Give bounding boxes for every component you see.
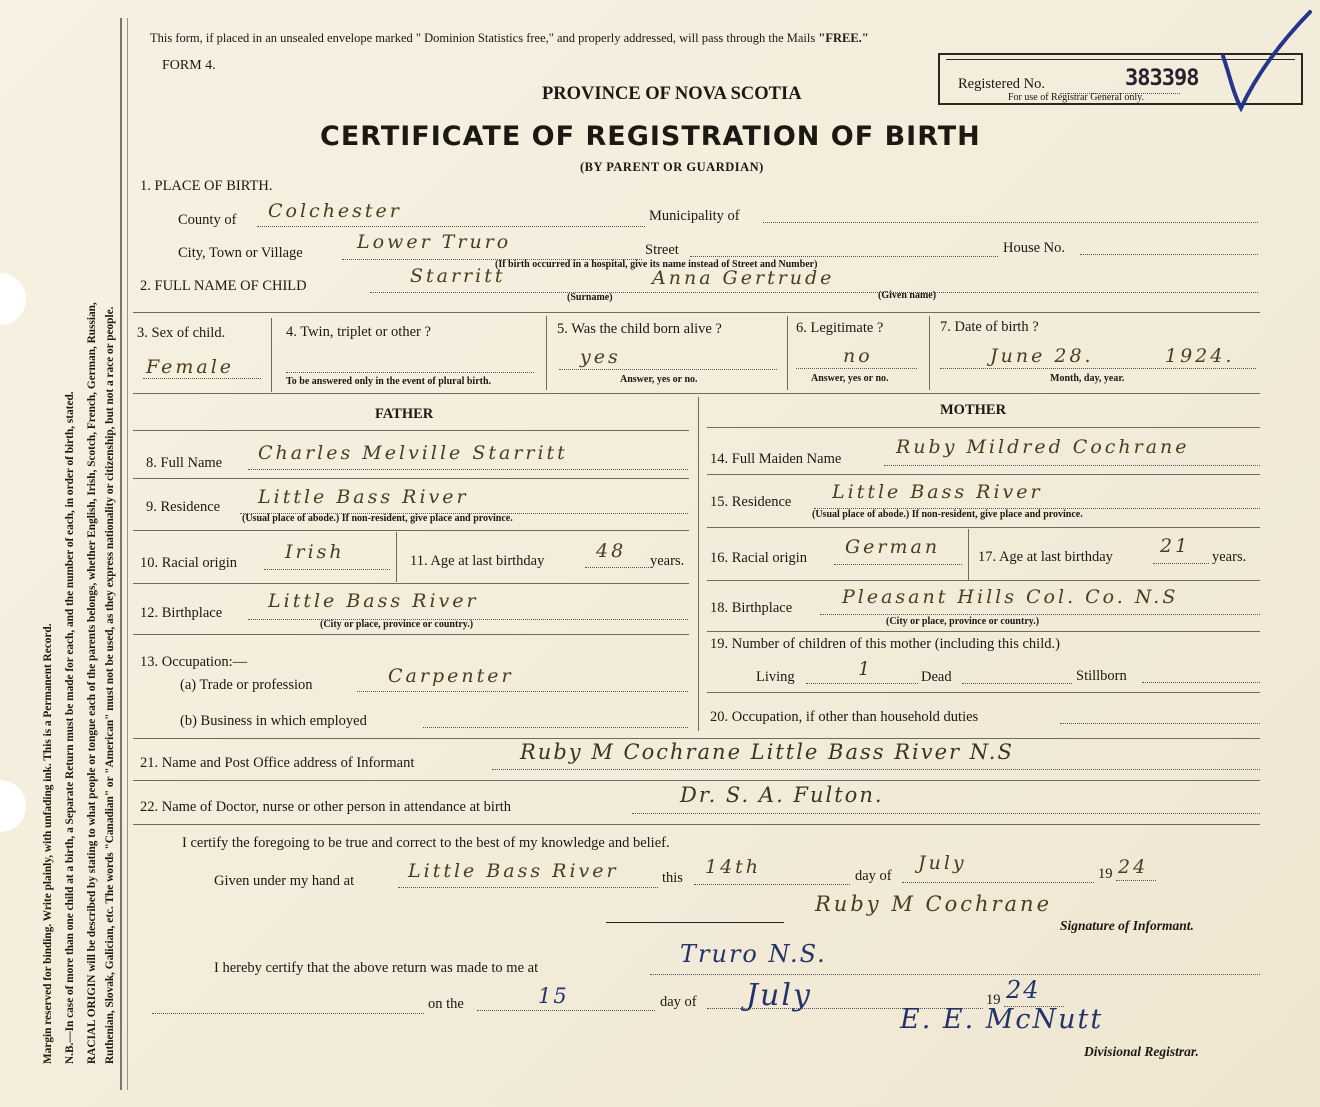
registrar-only-note: For use of Registrar General only.	[1008, 92, 1144, 103]
margin-note-binding: Margin reserved for binding. Write plainly, with unfading ink. This is a Permanent Record.	[42, 623, 54, 1064]
margin-note-racial-origin-cont: Ruthenian, Slovak, Galician, etc. The words "Canadian" or "American" must not be used, as they express nationality or citizenship, but not a race or people.	[104, 306, 116, 1064]
mother-name-value: Ruby Mildred Cochrane	[896, 436, 1190, 458]
registrar-month-value: July	[746, 978, 812, 1013]
punch-hole-top	[0, 273, 26, 325]
father-race-label: 10. Racial origin	[140, 555, 238, 571]
living-value: 1	[858, 658, 874, 680]
form-number: FORM 4.	[162, 58, 216, 73]
mail-note	[150, 31, 869, 46]
doctor-label: 22. Name of Doctor, nurse or other person in attendance at birth	[140, 799, 512, 815]
mail-note-free: "FREE."	[818, 31, 869, 45]
given-under-label: Given under my hand at	[214, 873, 355, 889]
city-value: Lower Truro	[357, 231, 512, 253]
stillborn-label: Stillborn	[1076, 668, 1127, 684]
signature-caption: Signature of Informant.	[1060, 918, 1194, 933]
father-birthplace-label: 12. Birthplace	[140, 605, 223, 621]
day-of-label: day of	[855, 868, 892, 884]
mother-years-label: years.	[1212, 549, 1247, 565]
mail-note-text: This form, if placed in an unsealed envelope marked " Dominion Statistics free," and properly addressed, will pass through the Mails	[150, 31, 816, 45]
mother-children-label: 19. Number of children of this mother (including this child.)	[710, 636, 1060, 652]
mother-residence-label: 15. Residence	[710, 494, 792, 510]
father-occupation-label: 13. Occupation:—	[140, 654, 248, 670]
child-name-label: 2. FULL NAME OF CHILD	[140, 278, 307, 294]
father-trade-label: (a) Trade or profession	[180, 677, 313, 693]
twin-label: 4. Twin, triplet or other ?	[286, 324, 431, 340]
street-label: Street	[645, 242, 679, 258]
mother-race-value: German	[845, 536, 941, 558]
informant-label: 21. Name and Post Office address of Informant	[140, 755, 415, 771]
dob-year-value: 1924.	[1165, 345, 1235, 367]
county-label: County of	[178, 212, 237, 228]
city-label: City, Town or Village	[178, 245, 303, 261]
registrar-year-value: 24	[1006, 976, 1041, 1004]
county-value: Colchester	[268, 200, 402, 222]
registrar-signature: E. E. McNutt	[900, 1004, 1104, 1035]
given-month-value: July	[918, 852, 967, 874]
registrar-year-prefix: 19	[986, 992, 1001, 1008]
sex-value: Female	[146, 356, 235, 378]
living-label: Living	[756, 669, 795, 685]
certification-statement: I certify the foregoing to be true and correct to the best of my knowledge and belief.	[182, 835, 670, 851]
legitimate-caption: Answer, yes or no.	[811, 373, 889, 384]
mother-residence-caption: (Usual place of abode.) If non-resident, give place and province.	[812, 509, 1083, 520]
mother-birthplace-value: Pleasant Hills Col. Co. N.S	[842, 586, 1179, 608]
rule-parents-top	[133, 393, 1260, 394]
rule-informant-top	[133, 738, 1260, 739]
punch-hole-bottom	[0, 780, 26, 832]
father-residence-label: 9. Residence	[146, 499, 221, 515]
binding-margin-line	[120, 18, 122, 1090]
father-residence-caption: (Usual place of abode.) If non-resident, give place and province.	[242, 513, 513, 524]
registrar-day-of-label: day of	[660, 994, 697, 1010]
child-surname-value: Starritt	[410, 265, 506, 287]
registrar-day-value: 15	[538, 984, 569, 1008]
hospital-note: (If birth occurred in a hospital, give its name instead of Street and Number)	[495, 259, 818, 270]
registered-label: Registered No.	[958, 76, 1045, 92]
given-place-value: Little Bass River	[408, 860, 619, 882]
doctor-value: Dr. S. A. Fulton.	[680, 783, 884, 807]
father-name-value: Charles Melville Starritt	[258, 442, 568, 464]
father-race-value: Irish	[285, 541, 345, 563]
father-trade-value: Carpenter	[388, 665, 514, 687]
province-heading: PROVINCE OF NOVA SCOTIA	[542, 84, 802, 104]
given-year-prefix: 19	[1098, 866, 1113, 882]
given-day-value: 14th	[705, 856, 762, 878]
dob-caption: Month, day, year.	[1050, 373, 1125, 384]
father-heading: FATHER	[375, 406, 434, 422]
born-alive-caption: Answer, yes or no.	[620, 374, 698, 385]
father-age-value: 48	[596, 540, 627, 562]
given-name-caption: (Given name)	[878, 290, 937, 301]
father-business-label: (b) Business in which employed	[180, 713, 367, 729]
certificate-title: CERTIFICATE OF REGISTRATION OF BIRTH	[320, 121, 981, 152]
mother-residence-value: Little Bass River	[832, 481, 1043, 503]
twin-note: To be answered only in the event of plural birth.	[286, 376, 492, 387]
dob-label: 7. Date of birth ?	[940, 319, 1039, 335]
child-given-name-value: Anna Gertrude	[652, 267, 835, 289]
father-age-label: 11. Age at last birthday	[410, 553, 545, 569]
given-year-value: 24	[1118, 856, 1149, 878]
this-label: this	[662, 870, 683, 886]
mother-name-label: 14. Full Maiden Name	[710, 451, 842, 467]
mother-race-label: 16. Racial origin	[710, 550, 808, 566]
registrar-place-value: Truro N.S.	[680, 940, 827, 968]
informant-value: Ruby M Cochrane Little Bass River N.S	[520, 740, 1014, 764]
registered-number: 383398	[1125, 66, 1199, 91]
signature-line	[606, 922, 784, 923]
mother-heading: MOTHER	[940, 402, 1007, 418]
father-mother-divider	[698, 397, 699, 731]
on-the-label: on the	[428, 996, 464, 1012]
father-birthplace-caption: (City or place, province or country.)	[320, 619, 474, 630]
father-birthplace-value: Little Bass River	[268, 590, 479, 612]
dob-value: June 28.	[990, 345, 1094, 367]
house-label: House No.	[1003, 240, 1066, 256]
mother-birthplace-label: 18. Birthplace	[710, 600, 793, 616]
born-alive-value: yes	[580, 346, 621, 368]
informant-signature: Ruby M Cochrane	[815, 892, 1053, 916]
father-name-label: 8. Full Name	[146, 455, 223, 471]
binding-margin-line-inner	[127, 18, 128, 1090]
municipality-label: Municipality of	[649, 208, 740, 224]
mother-birthplace-caption: (City or place, province or country.)	[886, 616, 1040, 627]
surname-caption: (Surname)	[567, 292, 613, 303]
sex-label: 3. Sex of child.	[137, 325, 226, 341]
place-of-birth-heading: 1. PLACE OF BIRTH.	[140, 178, 273, 194]
mother-age-value: 21	[1160, 535, 1191, 557]
mother-age-label: 17. Age at last birthday	[978, 549, 1113, 565]
legitimate-label: 6. Legitimate ?	[796, 320, 884, 336]
mother-occupation-label: 20. Occupation, if other than household duties	[710, 709, 979, 725]
born-alive-label: 5. Was the child born alive ?	[557, 321, 722, 337]
father-residence-value: Little Bass River	[258, 486, 469, 508]
registrar-statement: I hereby certify that the above return was made to me at	[214, 960, 539, 976]
registrar-caption: Divisional Registrar.	[1084, 1044, 1199, 1059]
certificate-subtitle: (BY PARENT OR GUARDIAN)	[580, 160, 764, 174]
margin-note-plural-births: N.B.—In case of more than one child at a birth, a Separate Return must be made for each, and the number of each, in order of birth, stated.	[64, 391, 76, 1064]
father-years-label: years.	[650, 553, 685, 569]
rule-row-3-top	[133, 312, 1260, 313]
check-mark-icon	[1215, 8, 1315, 113]
margin-note-racial-origin: RACIAL ORIGIN will be described by stating to what people or tongue each of the parents belongs, whether English, Irish, Scotch, French, German, Russian,	[86, 302, 98, 1064]
legitimate-value: no	[843, 345, 873, 367]
dead-label: Dead	[921, 669, 952, 685]
